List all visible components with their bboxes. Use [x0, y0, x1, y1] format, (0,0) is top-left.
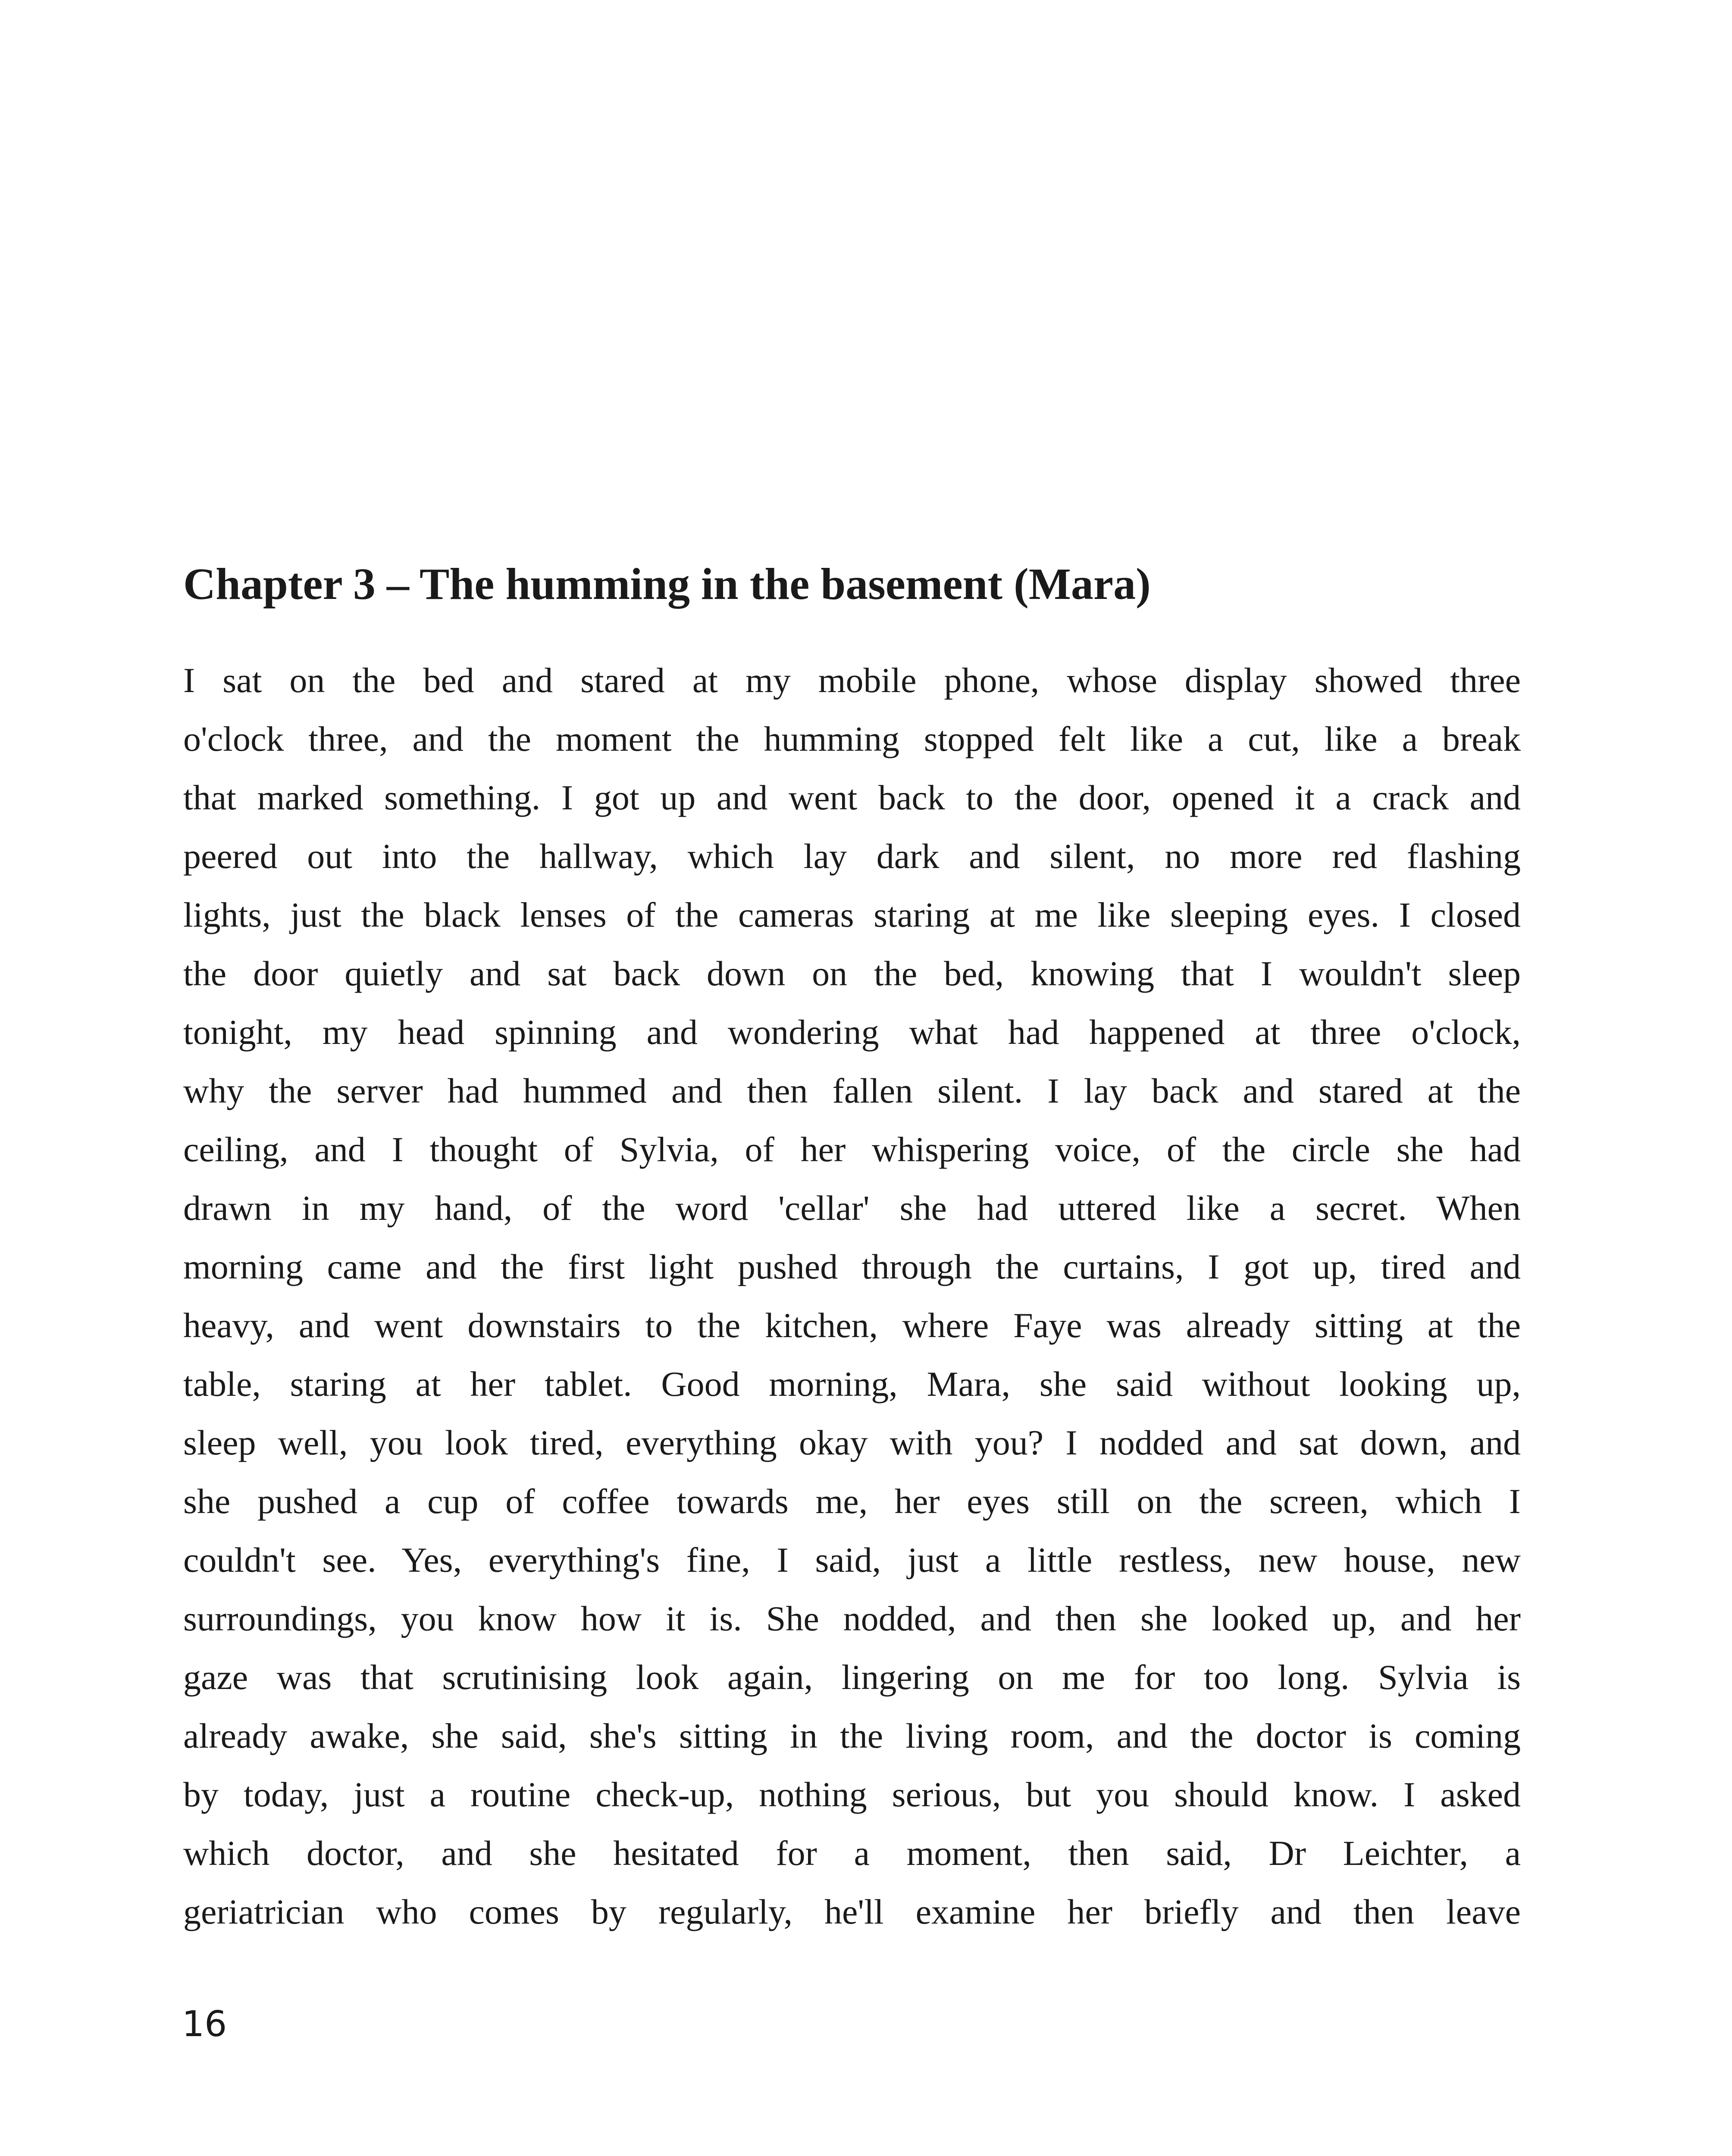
body-line: drawn in my hand, of the word 'cellar' she had uttered like a secret. When	[183, 1188, 1521, 1228]
body-line: gaze was that scrutinising look again, lingering on me for too long. Sylvia is	[183, 1658, 1521, 1697]
body-line: table, staring at her tablet. Good morning, Mara, she said without looking up,	[183, 1364, 1521, 1404]
body-line: that marked something. I got up and went back to the door, opened it a crack and	[183, 778, 1521, 817]
body-line: morning came and the first light pushed through the curtains, I got up, tired and	[183, 1247, 1521, 1286]
body-line: o'clock three, and the moment the humming stopped felt like a cut, like a break	[183, 719, 1521, 758]
body-line: heavy, and went downstairs to the kitchen, where Faye was already sitting at the	[183, 1306, 1521, 1345]
body-line: peered out into the hallway, which lay dark and silent, no more red flashing	[183, 837, 1521, 876]
body-line: why the server had hummed and then fallen silent. I lay back and stared at the	[183, 1071, 1521, 1110]
body-line: lights, just the black lenses of the cameras staring at me like sleeping eyes. I closed	[183, 895, 1521, 934]
body-line: ceiling, and I thought of Sylvia, of her whispering voice, of the circle she had	[183, 1130, 1521, 1169]
body-line: by today, just a routine check-up, nothing serious, but you should know. I asked	[183, 1775, 1521, 1814]
body-line: geriatrician who comes by regularly, he'll examine her briefly and then leave	[183, 1892, 1521, 1931]
body-line: sleep well, you look tired, everything okay with you? I nodded and sat down, and	[183, 1423, 1521, 1462]
chapter-title: Chapter 3 – The humming in the basement (Mara)	[183, 559, 1151, 609]
body-line: couldn't see. Yes, everything's fine, I said, just a little restless, new house, new	[183, 1540, 1521, 1579]
page-number: 16	[182, 2004, 227, 2045]
body-line: already awake, she said, she's sitting in the living room, and the doctor is coming	[183, 1716, 1521, 1755]
body-line: she pushed a cup of coffee towards me, her eyes still on the screen, which I	[183, 1482, 1521, 1521]
body-line: tonight, my head spinning and wondering what had happened at three o'clock,	[183, 1012, 1521, 1052]
body-line: which doctor, and she hesitated for a moment, then said, Dr Leichter, a	[183, 1833, 1521, 1873]
body-line: the door quietly and sat back down on the bed, knowing that I wouldn't sleep	[183, 954, 1521, 993]
body-line: surroundings, you know how it is. She nodded, and then she looked up, and her	[183, 1599, 1521, 1638]
body-line: I sat on the bed and stared at my mobile phone, whose display showed three	[183, 661, 1521, 700]
body-text	[183, 651, 1521, 1941]
